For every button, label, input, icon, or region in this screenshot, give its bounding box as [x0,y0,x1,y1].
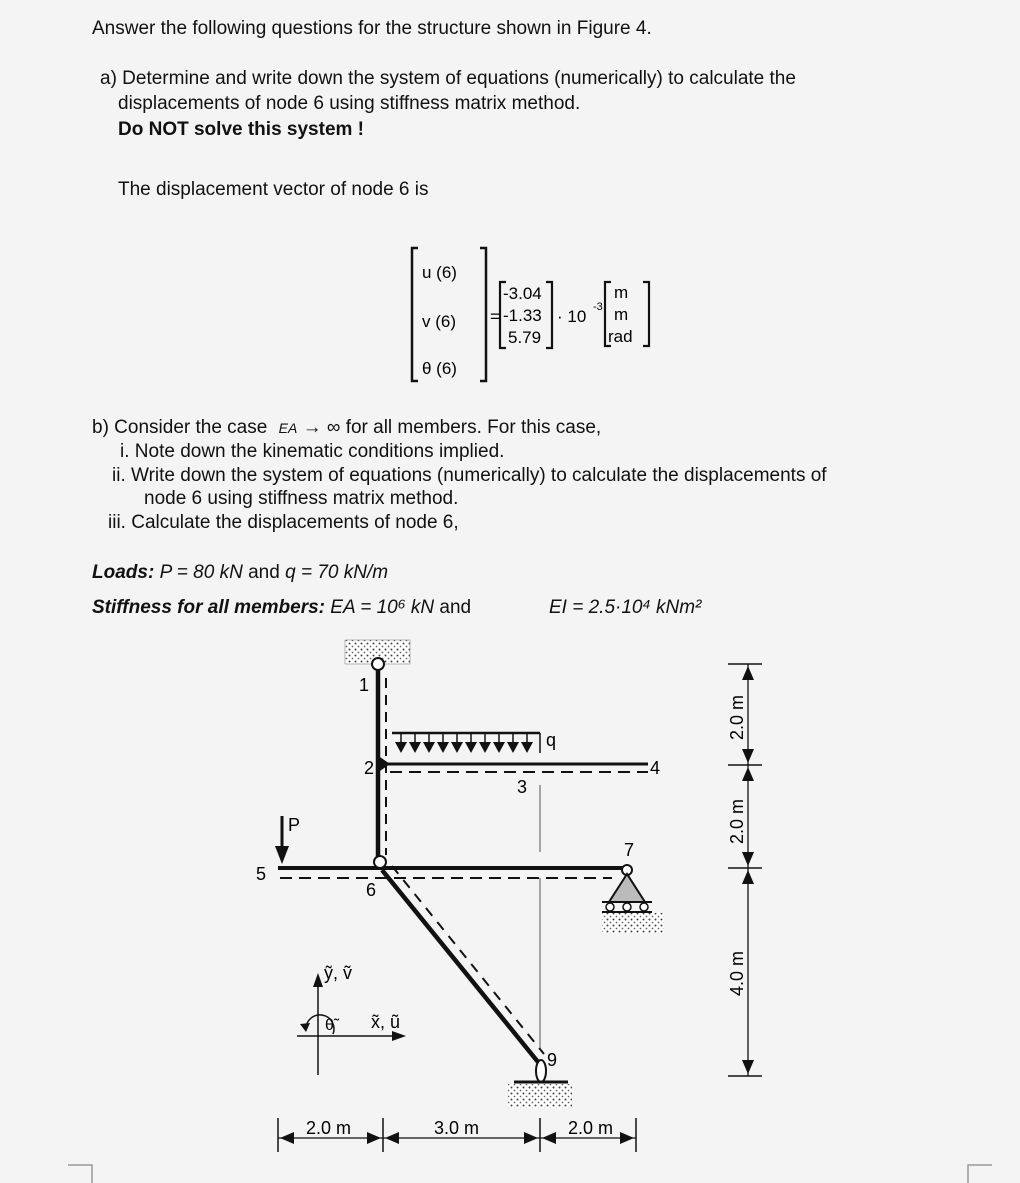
axis-x-label: x̃, ũ [371,1012,401,1032]
node-9-ground [508,1084,572,1108]
node-label-4: 4 [650,758,661,778]
dim-right-2: 2.0 m [727,798,747,844]
stiffness-ea: EA = 10⁶ kN [330,597,435,618]
axis-x-arrowhead [392,1031,406,1041]
unit-v: m [614,305,629,324]
scale-exponent: -3 [593,301,603,313]
part-b-ea: EA [278,420,298,436]
part-b-infinity: ∞ [326,417,341,438]
loads-and: and [248,562,280,583]
axis-y-label: ỹ, ṽ [324,963,353,983]
node-9-hinge [536,1060,546,1082]
node-label-2: 2 [364,758,375,778]
stiffness-line [92,597,471,619]
part-b-item-i: i. Note down the kinematic conditions implied. [120,441,505,462]
stiffness-ei: EI = 2.5·10⁴ kNm² [549,597,702,618]
dim-bottom-1: 2.0 m [306,1118,352,1138]
q-load-label: q [546,730,557,750]
part-b-arrow: → [302,417,322,438]
dim-right-1: 2.0 m [727,694,747,740]
lhs-theta6: θ (6) [422,359,457,378]
diagonal-6-9-dashed [392,866,544,1054]
unit-theta: rad [608,327,633,346]
intro-text: Answer the following questions for the structure shown in Figure 4. [92,18,652,39]
equals-sign: = [490,307,500,326]
loads-label: Loads: [92,562,155,583]
value-u: -3.04 [503,284,542,303]
load-q: q = 70 kN/m [285,562,389,583]
node-7-support-triangle [609,874,645,902]
lhs-v6: v (6) [422,312,456,331]
stiffness-label: Stiffness for all members: [92,597,326,618]
node-label-6: 6 [366,880,377,900]
dim-bottom-3: 2.0 m [568,1118,614,1138]
load-p-label: P [288,815,301,835]
node-7-ground [602,913,664,933]
structure-figure [0,630,1020,1183]
part-a-line1: a) Determine and write down the system of equations (numerically) to calculate the [100,68,796,89]
part-b-item-ii: ii. Write down the system of equations (numerically) to calculate the displacements of [112,465,827,486]
node-label-1: 1 [359,675,370,695]
part-a-line2: displacements of node 6 using stiffness matrix method. [118,93,581,114]
dim-bottom-2: 3.0 m [434,1118,480,1138]
corner-mark-right [968,1165,992,1183]
displacement-matrix [400,242,670,387]
part-b-intro-pre: b) Consider the case [92,417,268,438]
lhs-u6: u (6) [422,263,457,282]
axis-y-arrowhead [313,973,323,987]
part-b-intro-post: for all members. For this case, [345,417,602,438]
value-theta: 5.79 [508,328,542,347]
load-p: P = 80 kN [159,562,243,583]
node-7-roller-mid [623,903,631,911]
q-load-arrows [395,733,540,753]
unit-u: m [614,283,629,302]
vector-intro: The displacement vector of node 6 is [118,179,429,200]
value-v: -1.33 [503,306,542,325]
dim-right-3: 4.0 m [727,950,747,996]
part-a-warning: Do NOT solve this system ! [118,119,365,140]
node-label-5: 5 [256,864,267,884]
node-label-7: 7 [624,840,635,860]
node-6-hinge [374,856,386,868]
part-b-item-ii-cont: node 6 using stiffness matrix method. [144,488,459,509]
axis-theta-arrowhead [300,1023,310,1032]
node-7-roller-right [640,903,648,911]
loads-line [92,562,388,584]
node-1-hinge [372,658,384,670]
node-label-3: 3 [517,777,528,797]
node-7-roller-left [606,903,614,911]
scale-factor: · 10 [557,307,587,326]
axis-theta-label: θ̃ [325,1017,334,1034]
stiffness-and: and [439,597,472,618]
diagonal-6-9 [382,870,538,1062]
node-label-9: 9 [547,1050,558,1070]
corner-mark-left [68,1165,92,1183]
load-p-arrowhead [275,846,289,864]
part-b-item-iii: iii. Calculate the displacements of node 6, [108,512,459,533]
part-b-intro [92,417,601,439]
